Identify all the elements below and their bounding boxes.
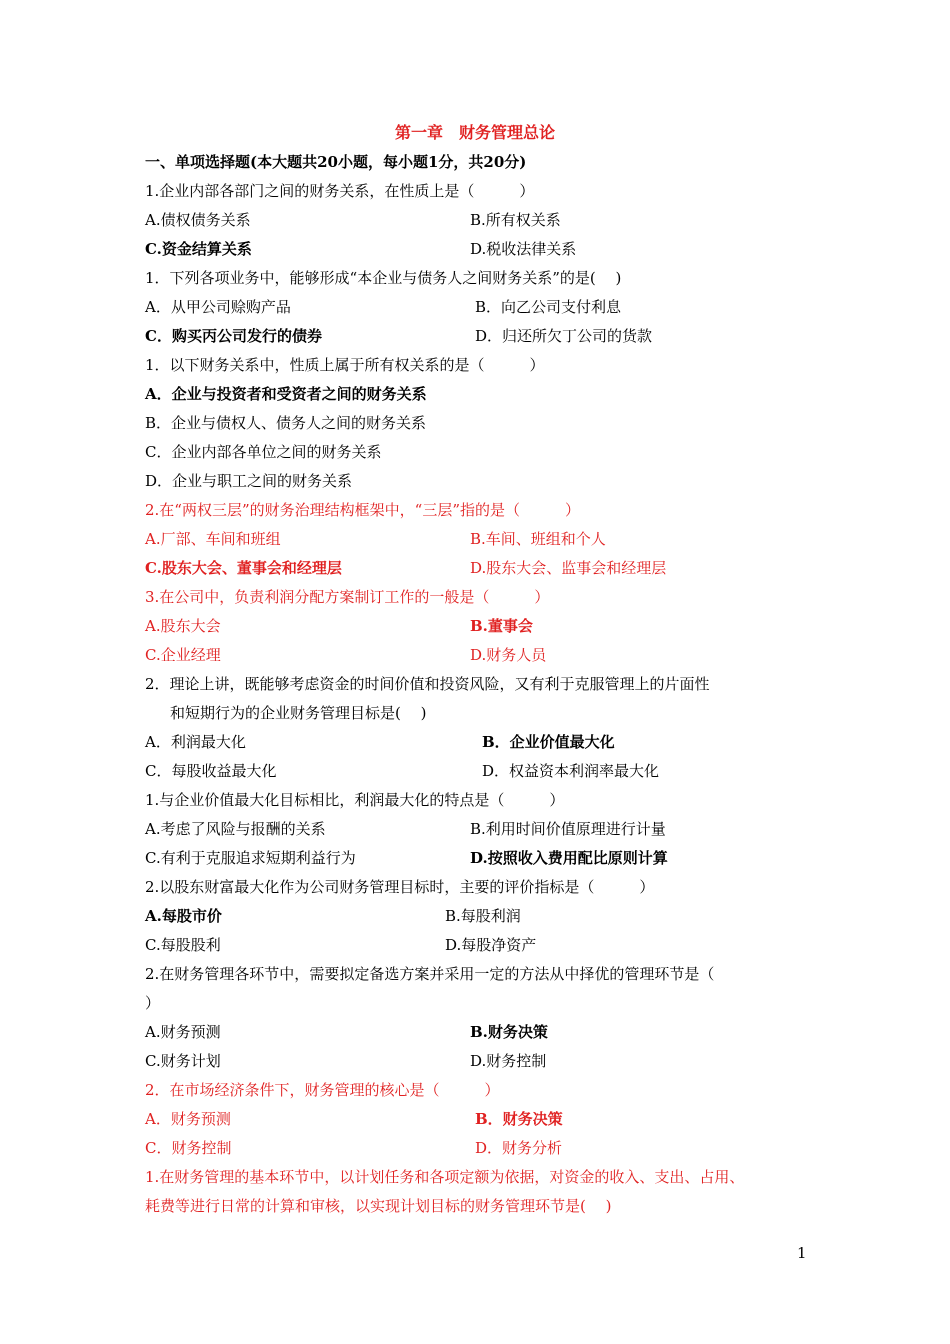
option-d: D．权益资本利润率最大化: [482, 762, 660, 780]
option-row: [145, 844, 825, 873]
option-c: C．企业内部各单位之间的财务关系: [145, 443, 382, 461]
option-b-answer: B．财务决策: [475, 1110, 563, 1128]
option-row: [145, 554, 825, 583]
question-text-continued: [145, 699, 825, 728]
option-c-answer: C．购买丙公司发行的债券: [145, 327, 322, 345]
option-d: D.财务人员: [470, 646, 547, 664]
question-stem: 2．在市场经济条件下，财务管理的核心是（ ）: [145, 1081, 500, 1099]
option-c: C.财务计划: [145, 1052, 221, 1070]
option-a: A．从甲公司赊购产品: [145, 298, 291, 316]
option-a: A．利润最大化: [145, 733, 246, 751]
question-text: [145, 1163, 825, 1192]
option-row: [145, 612, 825, 641]
option-b: B．企业与债权人、债务人之间的财务关系: [145, 414, 427, 432]
question-stem: 3.在公司中，负责利润分配方案制订工作的一般是（ ）: [145, 588, 550, 606]
question-text: [145, 264, 825, 293]
question-text: [145, 786, 825, 815]
option-d: D.税收法律关系: [470, 240, 577, 258]
question-stem: 2．理论上讲，既能够考虑资金的时间价值和投资风险，又有利于克服管理上的片面性: [145, 675, 710, 693]
option-d: D．企业与职工之间的财务关系: [145, 472, 353, 490]
option-a-answer: A.每股市价: [145, 907, 222, 925]
option-a: A.债权债务关系: [145, 211, 251, 229]
option-b-answer: B．企业价值最大化: [482, 733, 615, 751]
question-text-continued: [145, 1192, 825, 1221]
option-d-answer: D.按照收入费用配比原则计算: [470, 849, 668, 867]
question-stem: 2.在财务管理各环节中，需要拟定备选方案并采用一定的方法从中择优的管理环节是（: [145, 965, 715, 983]
question-text: [145, 583, 825, 612]
option-c-answer: C.股东大会、董事会和经理层: [145, 559, 342, 577]
option-b-answer: B.财务决策: [470, 1023, 548, 1041]
option-row: [145, 728, 825, 757]
option-c: C.每股股利: [145, 936, 221, 954]
question-stem: 2.在“两权三层”的财务治理结构框架中，“三层”指的是（ ）: [145, 501, 580, 519]
document-body: [145, 148, 825, 1221]
question-stem: ）: [145, 994, 161, 1012]
option-row: [145, 235, 825, 264]
option-c: C．每股收益最大化: [145, 762, 277, 780]
question-text-continued: [145, 989, 825, 1018]
option-b: B．向乙公司支付利息: [475, 298, 622, 316]
question-stem: 和短期行为的企业财务管理目标是( ): [170, 704, 427, 722]
section-header: 一、单项选择题(本大题共20小题，每小题1分，共20分): [145, 153, 527, 171]
question-text: [145, 177, 825, 206]
question-text: [145, 1076, 825, 1105]
option-b: B.每股利润: [445, 907, 521, 925]
question-stem: 1．以下财务关系中，性质上属于所有权关系的是（ ）: [145, 356, 545, 374]
option-d: D.股东大会、监事会和经理层: [470, 559, 667, 577]
option-d: D.每股净资产: [445, 936, 537, 954]
option-b-answer: B.董事会: [470, 617, 533, 635]
option-a: A.考虑了风险与报酬的关系: [145, 820, 326, 838]
page-title: 第一章 财务管理总论: [394, 123, 555, 142]
page-number: 1: [797, 1244, 807, 1262]
option-row: [145, 322, 825, 351]
option-d: D.财务控制: [470, 1052, 547, 1070]
option-row: [145, 902, 825, 931]
option-row: [145, 931, 825, 960]
question-text: [145, 670, 825, 699]
option-b: B.利用时间价值原理进行计量: [470, 820, 666, 838]
question-stem: 1.与企业价值最大化目标相比，利润最大化的特点是（ ）: [145, 791, 565, 809]
option-row: [145, 206, 825, 235]
option-row: [145, 1047, 825, 1076]
option-row: [145, 293, 825, 322]
option-a: A.厂部、车间和班组: [145, 530, 281, 548]
option-c: C．财务控制: [145, 1139, 232, 1157]
option-row: [145, 1105, 825, 1134]
option-row: [145, 757, 825, 786]
option-a: A.股东大会: [145, 617, 221, 635]
question-stem: 耗费等进行日常的计算和审核，以实现计划目标的财务管理环节是( ): [145, 1197, 612, 1215]
question-stem: 2.以股东财富最大化作为公司财务管理目标时，主要的评价指标是（ ）: [145, 878, 655, 896]
option-b: B.所有权关系: [470, 211, 561, 229]
option-row: [145, 525, 825, 554]
option-a: A.财务预测: [145, 1023, 221, 1041]
question-stem: 1．下列各项业务中，能够形成“本企业与债务人之间财务关系”的是( ): [145, 269, 622, 287]
option-d: D．财务分析: [475, 1139, 563, 1157]
option-c: C.有利于克服追求短期利益行为: [145, 849, 356, 867]
option-b: B.车间、班组和个人: [470, 530, 606, 548]
option-a: A．财务预测: [145, 1110, 231, 1128]
question-stem: 1.在财务管理的基本环节中，以计划任务和各项定额为依据，对资金的收入、支出、占用、: [145, 1168, 745, 1186]
option-c-answer: C.资金结算关系: [145, 240, 252, 258]
question-stem: 1.企业内部各部门之间的财务关系，在性质上是（ ）: [145, 182, 535, 200]
option-row: [145, 1018, 825, 1047]
question-text: [145, 496, 825, 525]
option-a-answer: A．企业与投资者和受资者之间的财务关系: [145, 385, 427, 403]
option-row: [145, 1134, 825, 1163]
question-text: [145, 873, 825, 902]
question-text: [145, 351, 825, 380]
option-c: C.企业经理: [145, 646, 221, 664]
option-d: D．归还所欠丁公司的货款: [475, 327, 653, 345]
option-row: [145, 641, 825, 670]
question-text: [145, 960, 825, 989]
option-row: [145, 815, 825, 844]
